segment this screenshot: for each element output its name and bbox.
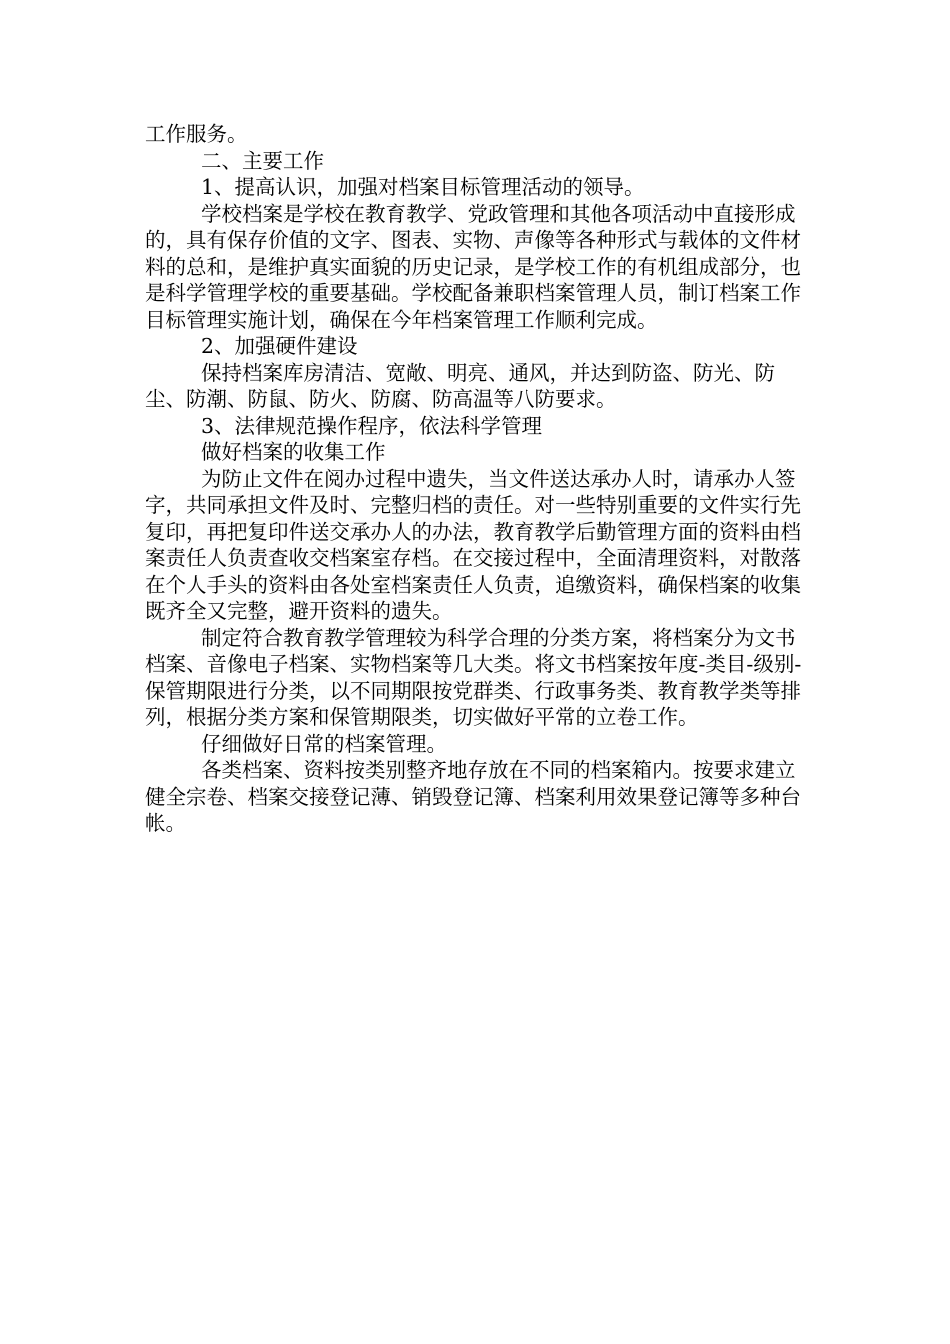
paragraph-continuation: 工作服务。: [145, 122, 248, 146]
subheading-raise-awareness: 1、提高认识，加强对档案目标管理活动的领导。: [201, 175, 645, 199]
subheading-hardware: 2、加强硬件建设: [201, 334, 358, 358]
paragraph-classification: 制定符合教育教学管理较为科学合理的分类方案，将档案分为文书档案、音像电子档案、实物档案等几大类。将文书档案按年度-类目-级别-保管期限进行分类，以不同期限按党群类、行政事务类、教育教学类等排列，根据分类方案和保管期限类，切实做好平常的立卷工作。: [145, 625, 802, 729]
paragraph-collection-process: 为防止文件在阅办过程中遗失，当文件送达承办人时，请承办人签字，共同承担文件及时、完整归档的责任。对一些特别重要的文件实行先复印，再把复印件送交承办人的办法，教育教学后勤管理方面的资料由档案责任人负责查收交档案室存档。在交接过程中，全面清理资料，对散落在个人手头的资料由各处室档案责任人负责，追缴资料，确保档案的收集既齐全又完整，避开资料的遗失。: [145, 466, 801, 623]
paragraph-school-archives: 学校档案是学校在教育教学、党政管理和其他各项活动中直接形成的，具有保存价值的文字、图表、实物、声像等各种形式与载体的文件材料的总和，是维护真实面貌的历史记录，是学校工作的有机组成部分，也是科学管理学校的重要基础。学校配备兼职档案管理人员，制订档案工作目标管理实施计划，确保在今年档案管理工作顺利完成。: [145, 201, 801, 332]
document-body: [145, 121, 810, 837]
paragraph-storage-ledgers: 各类档案、资料按类别整齐地存放在不同的档案箱内。按要求建立健全宗卷、档案交接登记薄、销毁登记簿、档案利用效果登记簿等多种台帐。: [145, 758, 801, 835]
section-heading-main-work: 二、主要工作: [201, 148, 324, 173]
subheading-collection: 做好档案的收集工作: [201, 440, 386, 464]
paragraph-storage-requirements: 保持档案库房清洁、宽敞、明亮、通风，并达到防盗、防光、防尘、防潮、防鼠、防火、防腐、防高温等八防要求。: [145, 360, 775, 411]
subheading-daily-management: 仔细做好日常的档案管理。: [201, 731, 447, 756]
subheading-procedures: 3、法律规范操作程序，依法科学管理: [201, 413, 543, 438]
